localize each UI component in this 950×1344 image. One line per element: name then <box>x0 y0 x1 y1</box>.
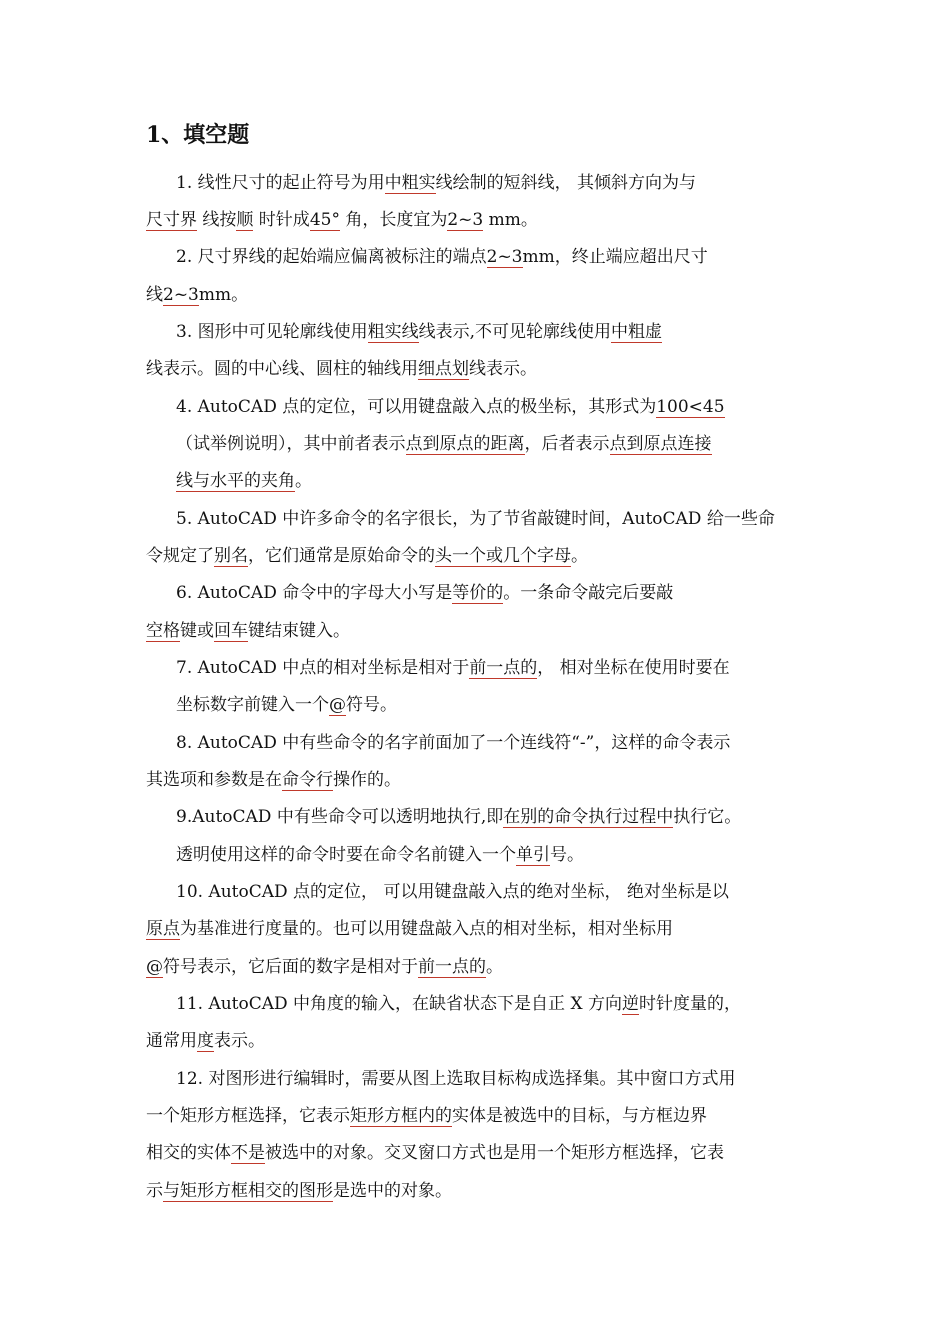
text-line <box>146 620 350 642</box>
answer-blank: 中粗实 <box>384 173 436 193</box>
question-text: 通常用 <box>146 1031 197 1051</box>
section-title: 1、填空题 <box>146 122 250 148</box>
text-line <box>146 1030 265 1052</box>
text-line <box>176 694 397 716</box>
text-line <box>146 284 248 306</box>
answer-blank: 2~3 <box>447 210 484 230</box>
answer-blank: @ <box>329 695 346 715</box>
text-line <box>176 508 775 530</box>
answer-blank: 空格 <box>146 621 180 641</box>
question-text: 是选中的对象。 <box>333 1181 452 1201</box>
question-text: 2. 尺寸界线的起始端应偏离被标注的端点 <box>176 247 487 267</box>
question-text: 角，长度宜为 <box>339 210 448 230</box>
answer-blank: 线与水平的夹角 <box>176 471 295 491</box>
text-line <box>146 1142 724 1164</box>
text-line <box>146 209 538 231</box>
answer-blank: 100<45 <box>656 397 725 417</box>
question-text: 线 <box>146 285 163 305</box>
question-text: 坐标数字前键入一个 <box>176 695 329 715</box>
question-text: ， 相对坐标在使用时要在 <box>537 658 730 678</box>
question-text: 线绘制的短斜线， 其倾斜方向为与 <box>435 173 697 193</box>
question-text: （试举例说明），其中前者表示 <box>176 434 406 454</box>
question-text: 一个矩形方框选择，它表示 <box>146 1106 350 1126</box>
question-text: ，它们通常是原始命令的 <box>248 546 435 566</box>
answer-blank: 矩形方框内的 <box>350 1106 452 1126</box>
answer-blank: 命令行 <box>282 770 333 790</box>
answer-blank: 粗实线 <box>367 322 419 342</box>
question-text: mm。 <box>198 285 249 305</box>
question-text: 线按 <box>197 210 237 230</box>
answer-blank: 中粗虚 <box>611 322 663 342</box>
answer-blank: 在别的命令执行过程中 <box>503 807 674 827</box>
answer-blank: 等价的 <box>452 583 504 603</box>
question-text: 。 <box>486 957 503 977</box>
text-line <box>176 732 730 754</box>
answer-blank: 头一个或几个字母 <box>435 546 571 566</box>
question-text: 5. AutoCAD 中许多命令的名字很长，为了节省敲键时间，AutoCAD 给一些命 <box>176 509 775 529</box>
question-text: mm。 <box>483 210 538 230</box>
question-text: 键结束键入。 <box>248 621 350 641</box>
text-line <box>176 433 712 455</box>
text-line <box>176 993 741 1015</box>
question-text: 9.AutoCAD 中有些命令可以透明地执行,即 <box>176 807 504 827</box>
answer-blank: 2~3 <box>163 285 199 305</box>
question-text: 时针成 <box>253 210 310 230</box>
text-line <box>176 844 584 866</box>
question-text: 7. AutoCAD 中点的相对坐标是相对于 <box>176 658 470 678</box>
question-text: 线表示,不可见轮廓线使用 <box>418 322 612 342</box>
answer-blank: 前一点的 <box>418 957 486 977</box>
question-text: 6. AutoCAD 命令中的字母大小写是 <box>176 583 453 603</box>
text-line <box>146 956 503 978</box>
question-text: 相交的实体 <box>146 1143 231 1163</box>
answer-blank: 2~3 <box>486 247 523 267</box>
text-line <box>146 918 673 940</box>
text-line <box>146 1180 452 1202</box>
question-text: 实体是被选中的目标，与方框边界 <box>452 1106 707 1126</box>
answer-blank: 45° <box>309 210 340 230</box>
question-text: 10. AutoCAD 点的定位， 可以用键盘敲入点的绝对坐标， 绝对坐标是以 <box>176 882 729 902</box>
text-line <box>176 881 729 903</box>
question-text: 线表示。 <box>469 359 537 379</box>
question-text: 表示。 <box>214 1031 265 1051</box>
text-line <box>176 172 696 194</box>
question-text: 为基准进行度量的。也可以用键盘敲入点的相对坐标，相对坐标用 <box>180 919 673 939</box>
answer-blank: 细点划 <box>418 359 469 379</box>
answer-blank: 与矩形方框相交的图形 <box>163 1181 333 1201</box>
text-line <box>176 246 708 268</box>
answer-blank: 回车 <box>214 621 248 641</box>
question-text: 透明使用这样的命令时要在命令名前键入一个 <box>176 845 516 865</box>
question-text: 4. AutoCAD 点的定位，可以用键盘敲入点的极坐标，其形式为 <box>176 397 657 417</box>
text-line <box>176 1068 735 1090</box>
answer-blank: 点到原点的距离 <box>405 434 525 454</box>
question-text: 时针度量的， <box>638 994 741 1014</box>
text-line <box>146 769 401 791</box>
answer-blank: 尺寸界 <box>146 210 197 230</box>
question-text: 其选项和参数是在 <box>146 770 282 790</box>
text-line <box>176 657 730 679</box>
question-text: 。一条命令敲完后要敲 <box>503 583 674 603</box>
question-text: 8. AutoCAD 中有些命令的名字前面加了一个连线符“-”，这样的命令表示 <box>176 733 731 753</box>
question-text: ，后者表示 <box>524 434 610 454</box>
question-text: 1. 线性尺寸的起止符号为用 <box>176 173 385 193</box>
text-line <box>146 545 588 567</box>
text-line <box>176 806 741 828</box>
text-line <box>176 582 673 604</box>
text-line <box>176 396 725 418</box>
answer-blank: 原点 <box>146 919 180 939</box>
answer-blank: 前一点的 <box>469 658 538 678</box>
text-line <box>146 358 537 380</box>
question-text: 11. AutoCAD 中角度的输入，在缺省状态下是自正 X 方向 <box>176 994 622 1014</box>
question-text: 12. 对图形进行编辑时，需要从图上选取目标构成选择集。其中窗口方式用 <box>176 1069 736 1089</box>
text-line <box>176 321 662 343</box>
answer-blank: 度 <box>197 1031 214 1051</box>
answer-blank: 顺 <box>236 210 254 230</box>
answer-blank: 别名 <box>214 546 248 566</box>
answer-blank: 点到原点连接 <box>609 434 712 454</box>
text-line <box>176 470 312 492</box>
text-line <box>146 1105 707 1127</box>
question-text: 线表示。圆的中心线、圆柱的轴线用 <box>146 359 418 379</box>
answer-blank: 单引 <box>516 845 550 865</box>
question-text: 键或 <box>180 621 214 641</box>
answer-blank: 逆 <box>621 994 639 1014</box>
question-text: 令规定了 <box>146 546 214 566</box>
question-text: 示 <box>146 1181 163 1201</box>
question-text: mm，终止端应超出尺寸 <box>522 247 708 267</box>
question-text: 。 <box>571 546 588 566</box>
question-text: 符号表示，它后面的数字是相对于 <box>163 957 418 977</box>
question-text: 符号。 <box>346 695 397 715</box>
answer-blank: @ <box>146 957 163 977</box>
question-text: 被选中的对象。交叉窗口方式也是用一个矩形方框选择，它表 <box>265 1143 724 1163</box>
question-text: 号。 <box>550 845 584 865</box>
question-text: 执行它。 <box>673 807 742 827</box>
question-text: 操作的。 <box>333 770 401 790</box>
answer-blank: 不是 <box>231 1143 265 1163</box>
question-text: 3. 图形中可见轮廓线使用 <box>176 322 368 342</box>
question-text: 。 <box>295 471 312 491</box>
